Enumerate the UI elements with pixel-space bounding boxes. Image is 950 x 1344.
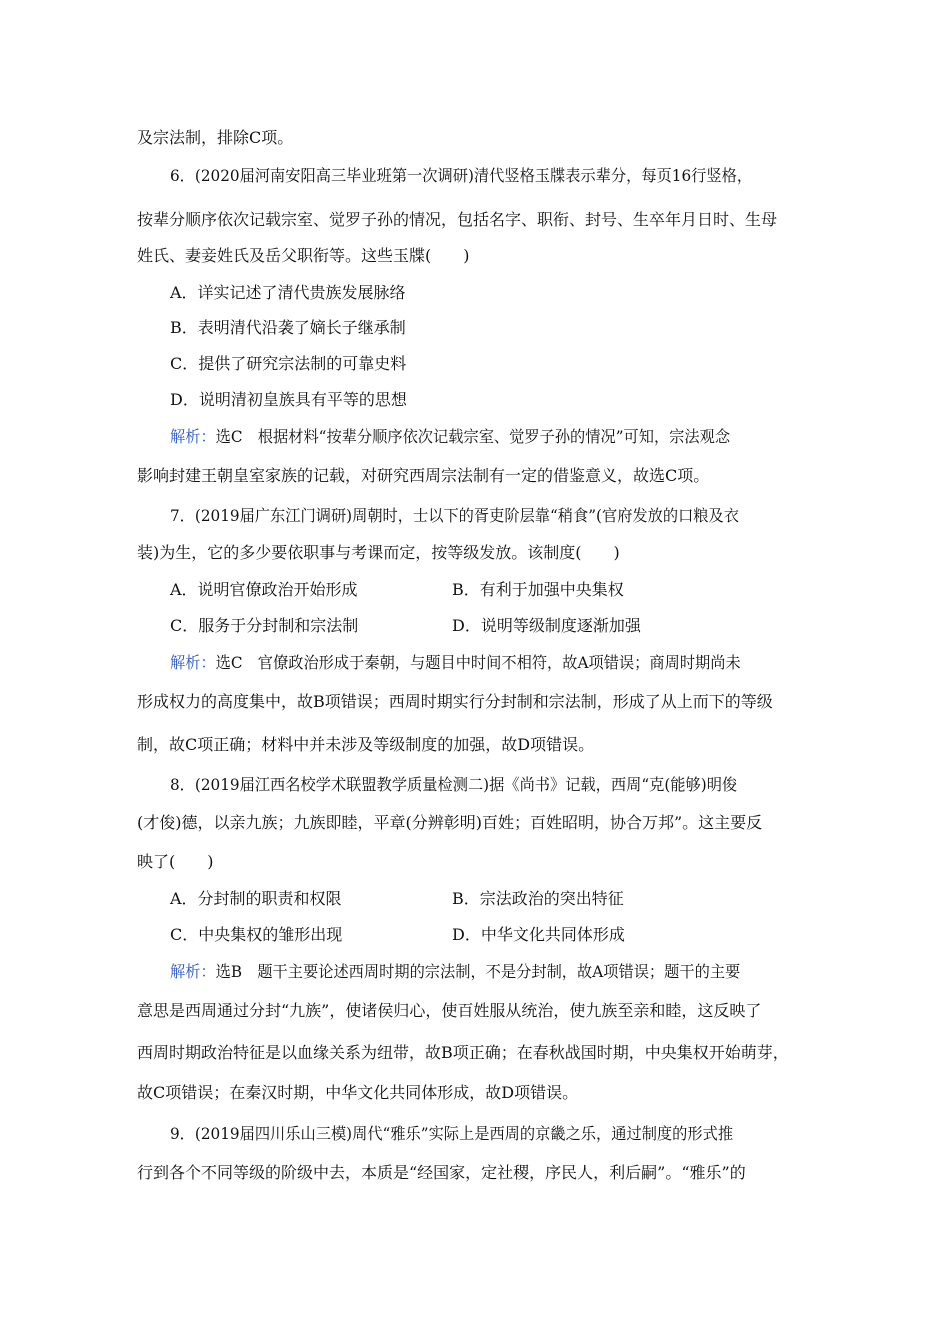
question-8-stem: 8．(2019届江西名校学术联盟教学质量检测二)据《尚书》记载，西周“克(能够)明俊: [170, 775, 738, 794]
question-8-stem: (才俊)德，以亲九族；九族即睦，平章(分辨彰明)百姓；百姓昭明，协合万邦”。这主要反: [137, 813, 763, 832]
question-9-stem: 9．(2019届四川乐山三模)周代“雅乐”实际上是西周的京畿之乐，通过制度的形式推: [170, 1124, 734, 1143]
question-6-option-d: D．说明清初皇族具有平等的思想: [170, 390, 407, 409]
answer-8-line: 西周时期政治特征是以血缘关系为纽带，故B项正确；在春秋战国时期，中央集权开始萌芽，: [137, 1043, 789, 1062]
text-line: 及宗法制，排除C项。: [137, 128, 294, 147]
question-6-stem: 6．(2020届河南安阳高三毕业班第一次调研)清代竖格玉牒表示辈分，每页16行竖格，: [170, 166, 753, 185]
answer-7-line: 制，故C项正确；材料中并未涉及等级制度的加强，故D项错误。: [137, 735, 595, 754]
question-8-option-a: A．分封制的职责和权限: [170, 889, 342, 908]
question-7-option-d: D．说明等级制度逐渐加强: [452, 616, 641, 635]
answer-7-line: [170, 653, 817, 673]
question-7-option-b: B．有利于加强中央集权: [452, 580, 624, 599]
question-7-option-c: C．服务于分封制和宗法制: [170, 616, 359, 635]
answer-label: 解析：: [170, 427, 216, 446]
question-8-option-b: B．宗法政治的突出特征: [452, 889, 624, 908]
answer-8-line: 故C项错误；在秦汉时期，中华文化共同体形成，故D项错误。: [137, 1083, 579, 1102]
question-6-option-c: C．提供了研究宗法制的可靠史料: [170, 354, 407, 373]
question-6-stem: 按辈分顺序依次记载宗室、觉罗子孙的情况，包括名字、职衔、封号、生卒年月日时、生母: [137, 210, 778, 229]
answer-8-line: 意思是西周通过分封“九族”，使诸侯归心，使百姓服从统治，使九族至亲和睦，这反映了: [137, 1001, 762, 1020]
question-8-option-d: D．中华文化共同体形成: [452, 925, 625, 944]
answer-text: 选C 根据材料“按辈分顺序依次记载宗室、觉罗子孙的情况”可知，宗法观念: [215, 427, 731, 446]
question-8-stem: 映了( ): [137, 852, 214, 871]
question-7-option-a: A．说明官僚政治开始形成: [170, 580, 358, 599]
question-6-option-b: B．表明清代沿袭了嫡长子继承制: [170, 318, 406, 337]
answer-6-line: [170, 427, 817, 447]
question-9-stem: 行到各个不同等级的阶级中去，本质是“经国家，定社稷，序民人，利后嗣”。“雅乐”的: [137, 1163, 746, 1182]
answer-6-line: 影响封建王朝皇室家族的记载，对研究西周宗法制有一定的借鉴意义，故选C项。: [137, 466, 710, 485]
answer-text: 选C 官僚政治形成于秦朝，与题目中时间不相符，故A项错误；商周时期尚未: [215, 653, 741, 672]
question-6-option-a: A．详实记述了清代贵族发展脉络: [170, 283, 406, 302]
question-6-stem: 姓氏、妻妾姓氏及岳父职衔等。这些玉牒( ): [137, 246, 470, 265]
answer-text: 选B 题干主要论述西周时期的宗法制，不是分封制，故A项错误；题干的主要: [215, 962, 741, 981]
answer-label: 解析：: [170, 962, 216, 981]
answer-7-line: 形成权力的高度集中，故B项错误；西周时期实行分封制和宗法制，形成了从上而下的等级: [137, 692, 773, 711]
answer-label: 解析：: [170, 653, 216, 672]
question-7-stem: 7．(2019届广东江门调研)周朝时，士以下的胥吏阶层靠“稍食”(官府发放的口粮及衣: [170, 506, 739, 525]
answer-8-line: [170, 962, 817, 982]
question-7-stem: 装)为生，它的多少要依职事与考课而定，按等级发放。该制度( ): [137, 543, 620, 562]
question-8-option-c: C．中央集权的雏形出现: [170, 925, 343, 944]
